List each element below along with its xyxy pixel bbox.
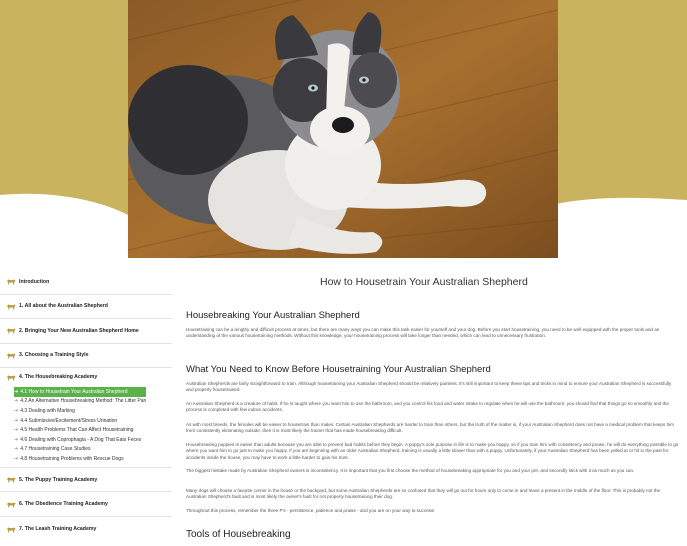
dog-icon	[6, 374, 16, 381]
sidebar-item-housebreaking[interactable]	[0, 368, 172, 386]
paragraph: Australian Shepherds are fairly straightforward to train. Although housetraining your Australian Shepherd should be relatively painless, it's still important to keep these tips and tricks in mind to ensure your Australian Shepherd is successfully and properly housetrained.	[186, 381, 672, 393]
paragraph: Many dogs will choose a favorite corner in the house or the backyard, but some Australian Shepherds are so confused that they will go out for hours only to come in and leave a present in the middle of the floor. This is probably not the Australian Shepherd's fault and is most likely the owner's fault for not properly housetraining their dog.	[186, 488, 661, 500]
dog-icon	[6, 526, 16, 533]
housebreaking-subnav	[0, 386, 172, 468]
subnav-item[interactable]	[14, 445, 172, 455]
heading-need-to-know: What You Need to Know Before Housetraining Your Australian Shepherd	[186, 364, 491, 375]
sidebar-item-label: 3. Choosing a Training Style	[19, 352, 89, 359]
subnav-item-active[interactable]	[14, 387, 146, 397]
dog-icon	[6, 352, 16, 359]
subnav-item-label: 4.4 Submissive/Excitement/Stress Urination	[20, 417, 118, 424]
arrow-right-icon: ➜	[14, 398, 19, 405]
sidebar-item-obedience-training[interactable]	[0, 492, 172, 517]
arrow-right-icon: ➜	[14, 446, 19, 453]
paragraph: An Australian Shepherd is a creature of habit. If he is taught where you want him to use the bathroom, and you control his food and water intake to regulate when he will use the bathroom, you should find that things go so smoothly and the process is completed with few indoor accidents.	[186, 401, 669, 413]
sidebar-item-puppy-training[interactable]	[0, 468, 172, 493]
sidebar-item-training-style[interactable]	[0, 344, 172, 369]
page-title: How to Housetrain Your Australian Shepherd	[320, 276, 528, 288]
subnav-item[interactable]	[14, 425, 172, 435]
hero-banner	[0, 0, 687, 258]
subnav-item-label: 4.7 Housetraining Case Studies	[20, 446, 91, 453]
subnav-item[interactable]	[14, 397, 172, 407]
subnav-item-label: 4.1 How to Housetrain Your Australian Shepherd	[20, 388, 128, 395]
subnav-item-label: 4.8 Housetraining Problems with Rescue Dogs	[20, 455, 124, 462]
subnav-item-label: 4.6 Dealing with Coprophagia - A Dog That Eats Feces	[20, 436, 142, 443]
course-sidebar	[0, 270, 172, 546]
sidebar-item-label: 2. Bringing Your New Australian Shepherd Home	[19, 327, 139, 334]
paragraph: Housebreaking puppies is easier than adults because you are able to prevent bad habits before they begin. A puppy's sole purpose in life is to make you happy, so if you train him with consistency and praise, he will do everything possible to go where you want him to go just to make you happy. If you are beginning with an older Australian Shepherd, training is usually a little slower than with a puppy. Unfortunately, if your Australian Shepherd has been yelled at or hit in the past for accidents inside the house, you may have to work a little harder to gain his trust.	[186, 442, 679, 460]
heading-tools: Tools of Housebreaking	[186, 529, 291, 540]
australian-shepherd-photo	[128, 0, 558, 258]
dog-icon	[6, 303, 16, 310]
paragraph: Housetraining can be a lengthy and difficult process at times, but there are many ways you can make this task easier for yourself and your dog. Before you start housetraining, you need to be well equipped with the proper tools and an understanding of the various housetraining methods. Without this knowledge, your housetraining process will take longer than needed, which can lead to unnecessary frustration.	[186, 327, 660, 339]
dog-icon	[6, 327, 16, 334]
sidebar-item-label: 6. The Obedience Training Academy	[19, 501, 108, 507]
arrow-right-icon: ➜	[14, 417, 19, 424]
sidebar-item-bringing-home[interactable]	[0, 319, 172, 344]
arrow-right-icon: ➜	[14, 407, 19, 414]
paragraph: Throughout this process, remember the three P's - persistence, patience and praise - and you are on your way to success!	[186, 508, 435, 513]
paragraph: As with most breeds, the females will be easier to housetrain than males. Certain Australian Shepherds are harder to train than others, but the truth of the matter is, if your Australian Shepherd does not have a medical problem that keeps him from consistently eliminating outside, then it is most likely the trainer that has made housebreaking difficult.	[186, 422, 674, 434]
subnav-item[interactable]	[14, 435, 172, 445]
sidebar-item-label: 1. All about the Australian Shepherd	[19, 303, 108, 310]
dog-icon	[6, 501, 16, 508]
arrow-right-icon: ➜	[14, 436, 19, 443]
sidebar-item-label: Introduction	[19, 278, 50, 285]
article-content	[186, 270, 680, 546]
subnav-item[interactable]	[14, 406, 172, 416]
sidebar-item-label: 4. The Housebreaking Academy	[19, 374, 98, 380]
sidebar-item-introduction[interactable]	[0, 270, 172, 295]
sidebar-item-label: 7. The Leash Training Academy	[19, 526, 97, 532]
arrow-right-icon: ➜	[14, 388, 19, 395]
paragraph: The biggest mistake made by Australian Shepherd owners is inconsistency. It is important that you first choose the method of housebreaking appropriate for you and your pet, and secondly stick with it as much as you can.	[186, 468, 635, 473]
arrow-right-icon: ➜	[14, 427, 19, 434]
sidebar-item-all-about[interactable]	[0, 295, 172, 320]
sidebar-item-leash-training[interactable]	[0, 517, 172, 542]
subnav-item-label: 4.3 Dealing with Marking	[20, 407, 75, 414]
dog-icon	[6, 476, 16, 483]
sidebar-item-label: 5. The Puppy Training Academy	[19, 476, 98, 483]
subnav-item[interactable]	[14, 454, 172, 464]
subnav-item[interactable]	[14, 416, 172, 426]
subnav-item-label: 4.5 Health Problems That Can Affect Housetraining	[20, 427, 134, 434]
heading-housebreaking: Housebreaking Your Australian Shepherd	[186, 310, 360, 321]
dog-icon	[6, 278, 16, 285]
subnav-item-label: 4.2 An Alternative Housebreaking Method: The Litter Pan	[20, 398, 147, 405]
arrow-right-icon: ➜	[14, 455, 19, 462]
